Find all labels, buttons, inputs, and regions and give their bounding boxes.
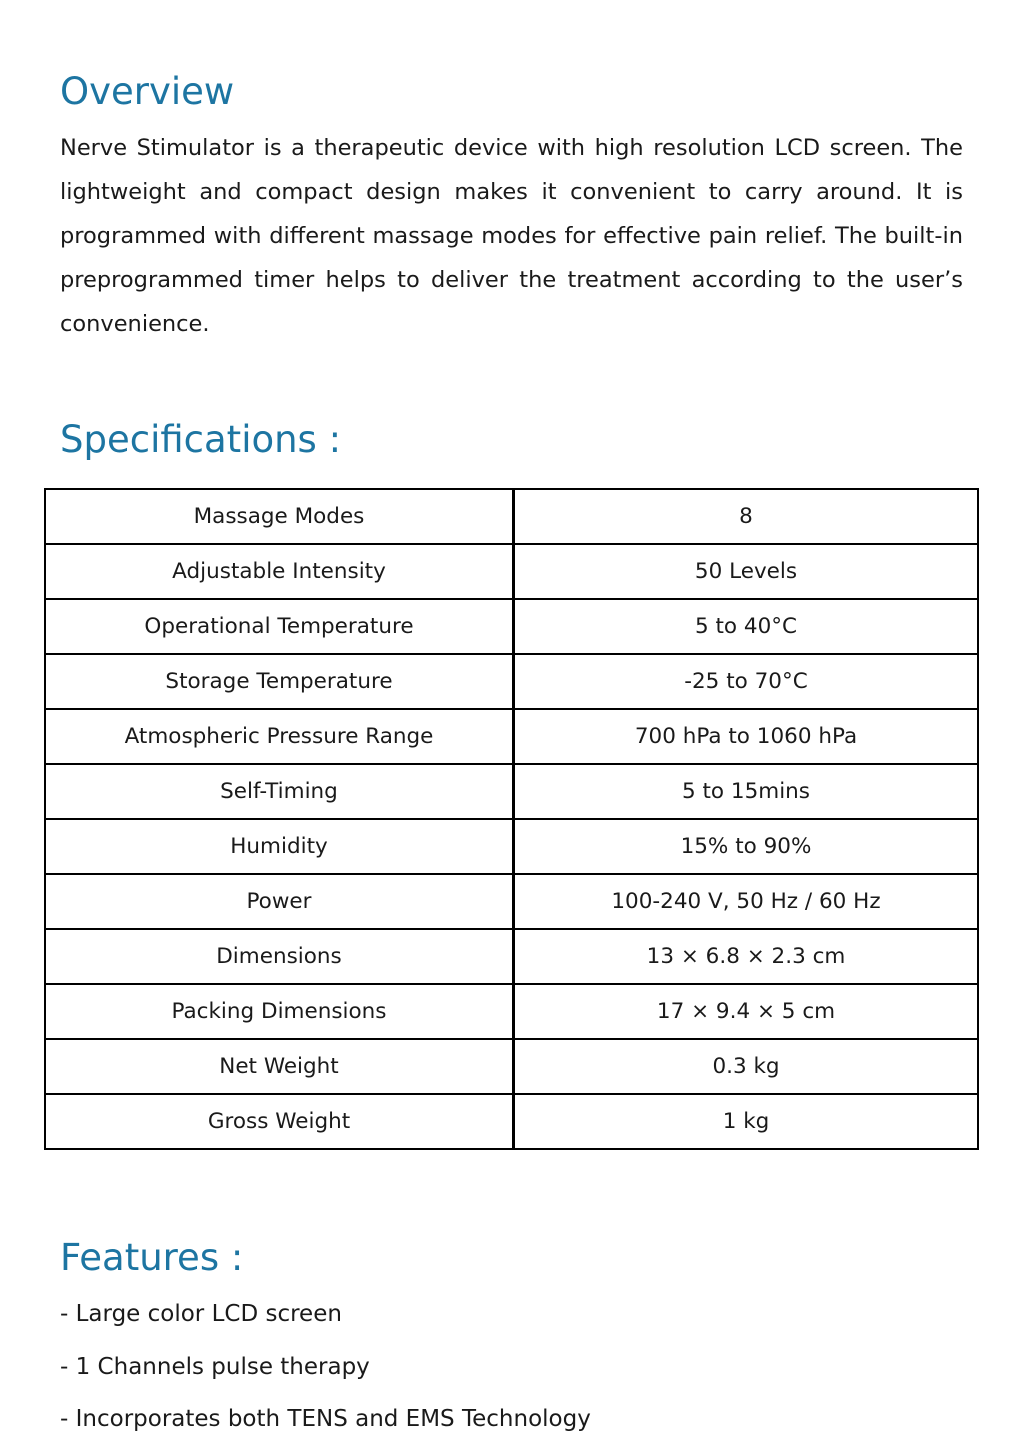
spec-label: Operational Temperature <box>45 599 514 654</box>
spec-value: 5 to 15mins <box>514 764 979 819</box>
spec-label: Storage Temperature <box>45 654 514 709</box>
spec-value: 700 hPa to 1060 hPa <box>514 709 979 764</box>
spec-value: 17 × 9.4 × 5 cm <box>514 984 979 1039</box>
table-row <box>45 599 978 654</box>
spec-value: 5 to 40°C <box>514 599 979 654</box>
spec-value: -25 to 70°C <box>514 654 979 709</box>
spec-label: Humidity <box>45 819 514 874</box>
table-row <box>45 654 978 709</box>
spec-label: Massage Modes <box>45 489 514 544</box>
list-item: - Large color LCD screen <box>60 1301 342 1327</box>
spec-label: Self-Timing <box>45 764 514 819</box>
spec-value: 13 × 6.8 × 2.3 cm <box>514 929 979 984</box>
table-row <box>45 1094 978 1149</box>
table-row <box>45 764 978 819</box>
spec-label: Packing Dimensions <box>45 984 514 1039</box>
spec-value: 8 <box>514 489 979 544</box>
specifications-table <box>44 488 979 1150</box>
table-row <box>45 984 978 1039</box>
list-item: - 1 Channels pulse therapy <box>60 1353 370 1380</box>
features-list <box>60 1292 591 1450</box>
table-row <box>45 544 978 599</box>
table-row <box>45 929 978 984</box>
spec-value: 15% to 90% <box>514 819 979 874</box>
overview-heading: Overview <box>60 70 235 113</box>
spec-label: Dimensions <box>45 929 514 984</box>
table-row <box>45 1039 978 1094</box>
table-row <box>45 489 978 544</box>
spec-value: 0.3 kg <box>514 1039 979 1094</box>
table-row <box>45 874 978 929</box>
spec-label: Adjustable Intensity <box>45 544 514 599</box>
spec-label: Atmospheric Pressure Range <box>45 709 514 764</box>
spec-label: Power <box>45 874 514 929</box>
spec-value: 50 Levels <box>514 544 979 599</box>
table-row <box>45 709 978 764</box>
spec-value: 100-240 V, 50 Hz / 60 Hz <box>514 874 979 929</box>
table-row <box>45 819 978 874</box>
spec-label: Gross Weight <box>45 1094 514 1149</box>
features-heading: Features : <box>60 1236 244 1279</box>
overview-paragraph: Nerve Stimulator is a therapeutic device with high resolution LCD screen. The lightweight and compact design makes it convenient to carry around. It is programmed with different massage modes for effective pain relief. The built-in preprogrammed timer helps to deliver the treatment according to the user’s convenience. <box>60 135 963 337</box>
spec-label: Net Weight <box>45 1039 514 1094</box>
list-item: - Incorporates both TENS and EMS Technology <box>60 1406 591 1432</box>
specifications-heading: Specifications : <box>60 418 342 461</box>
spec-value: 1 kg <box>514 1094 979 1149</box>
